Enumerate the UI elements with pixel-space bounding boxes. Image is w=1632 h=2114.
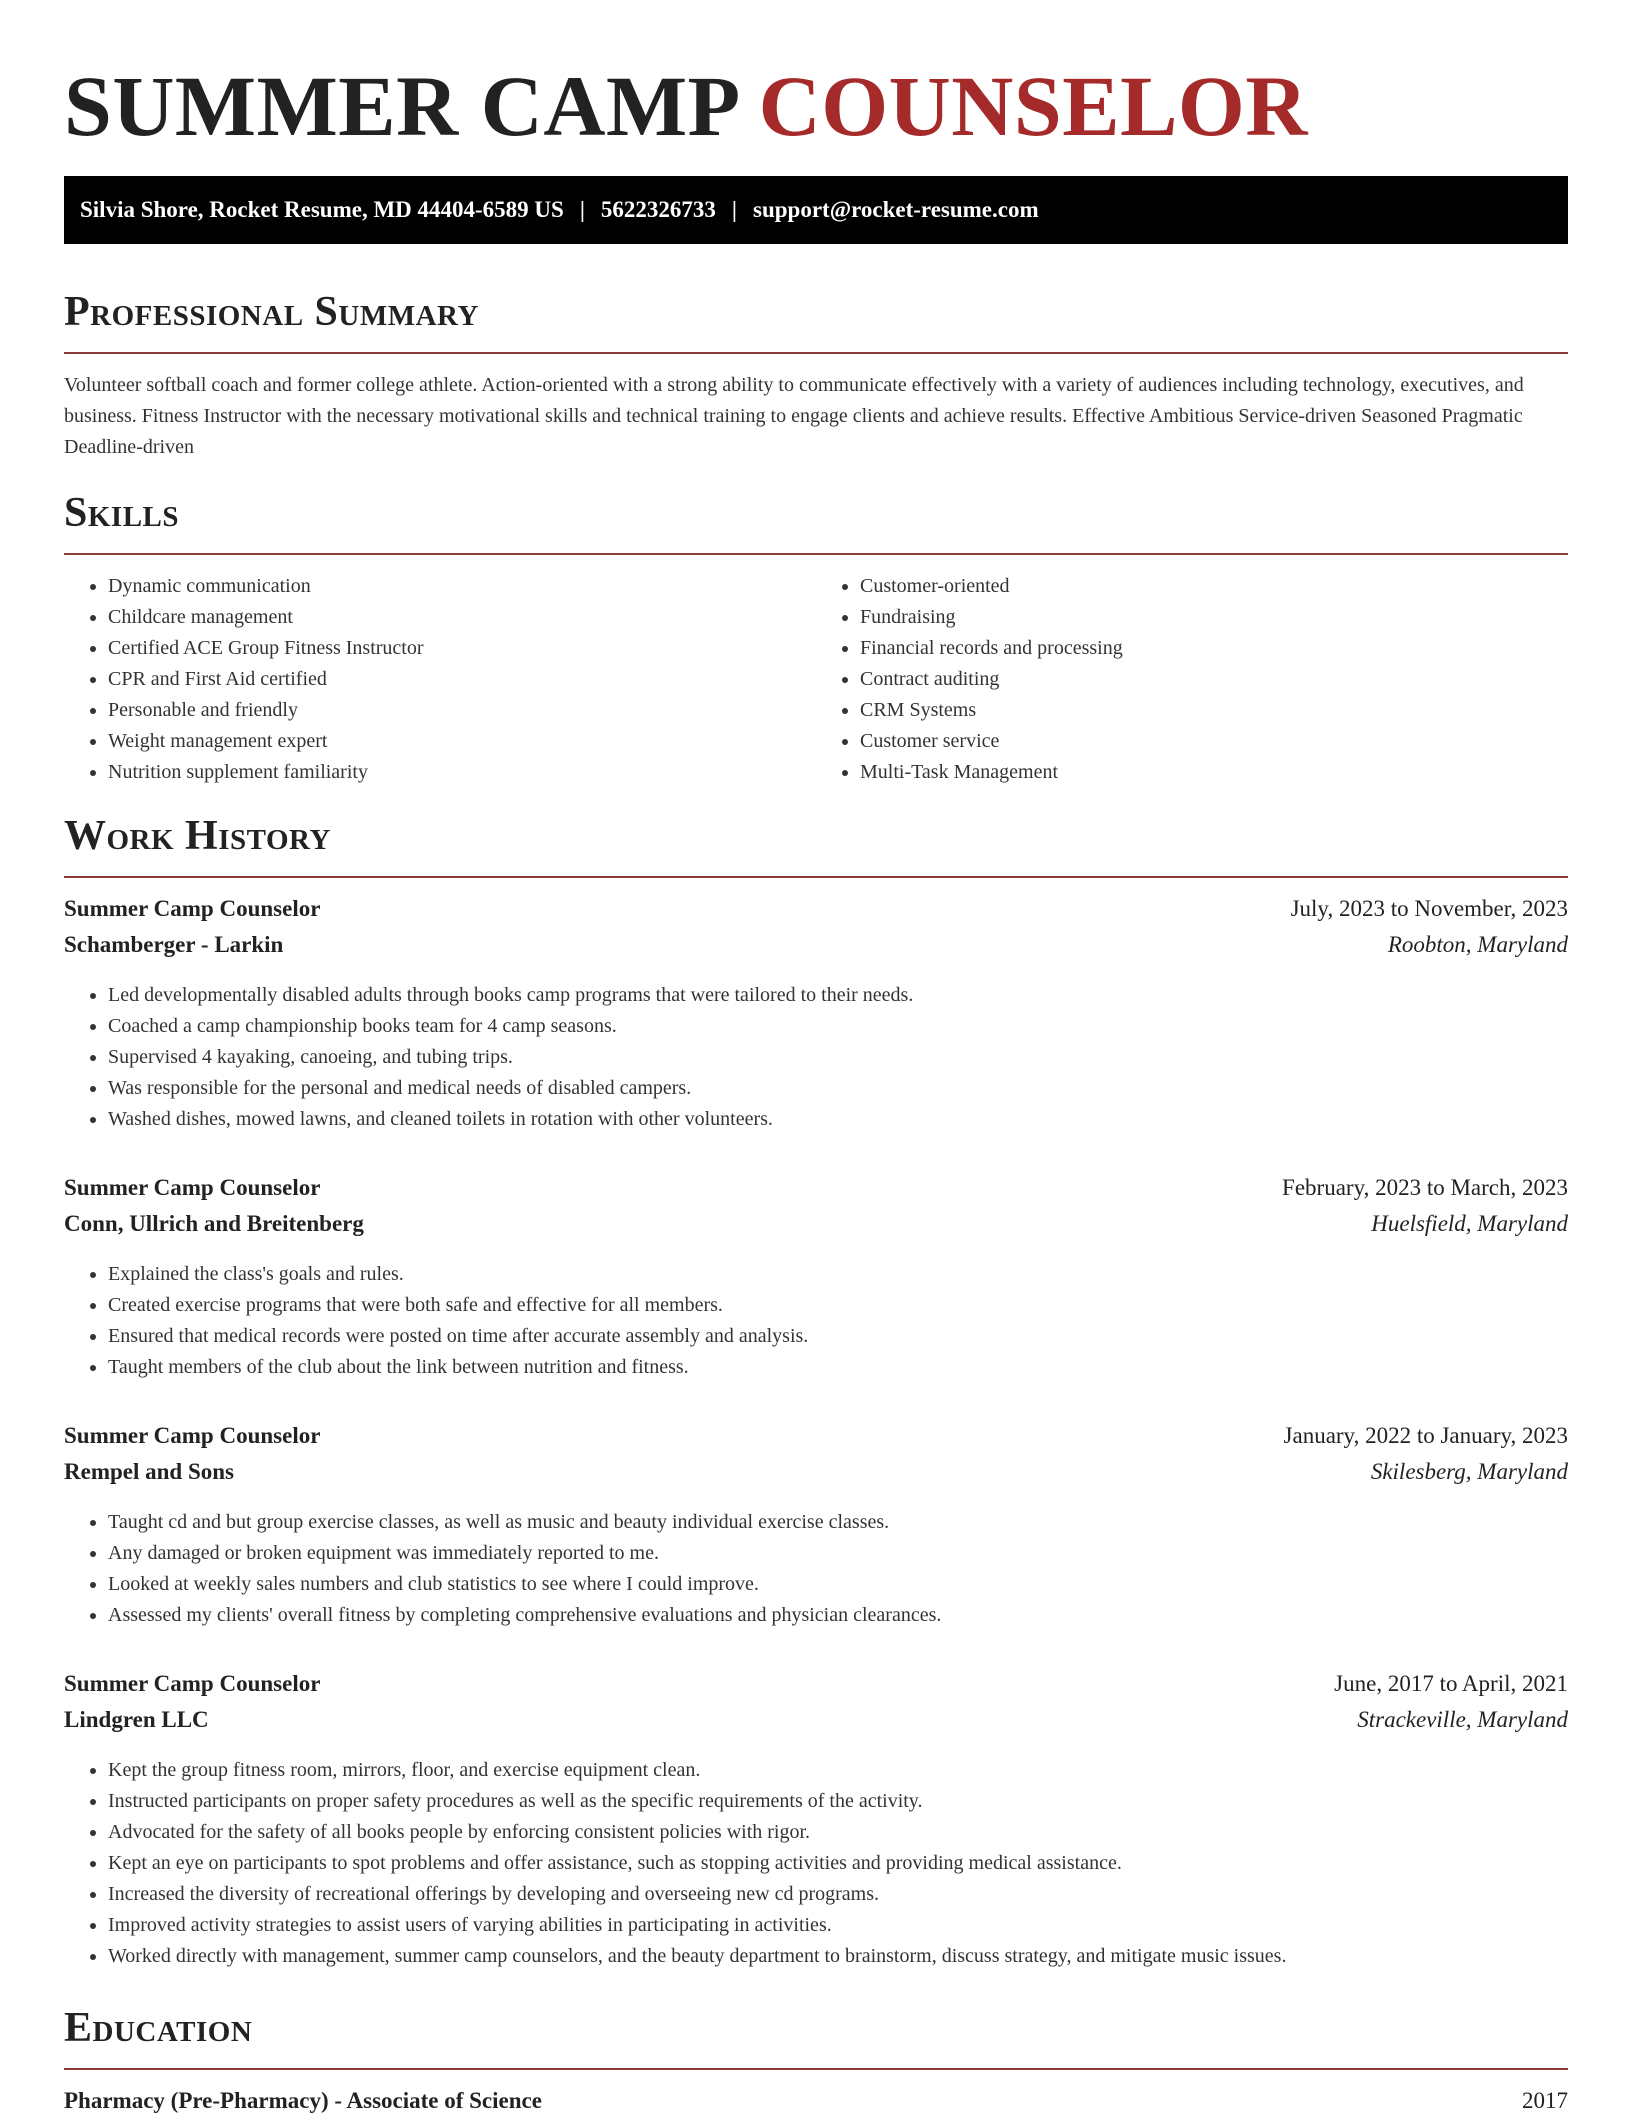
job-company: Conn, Ullrich and Breitenberg (64, 1211, 364, 1236)
job-title: Summer Camp Counselor (64, 1671, 321, 1696)
job-bullet: • Was responsible for the personal and medical needs of disabled campers. (108, 1073, 1568, 1104)
skills-columns (64, 571, 1568, 788)
job-dates: January, 2022 to January, 2023 (1283, 1423, 1568, 1448)
job-location: Huelsfield, Maryland (1371, 1211, 1568, 1236)
job-dates: June, 2017 to April, 2021 (1334, 1671, 1568, 1696)
section-divider (64, 352, 1568, 354)
job-bullet: • Coached a camp championship books team for 4 camp seasons. (108, 1011, 1568, 1042)
job-bullet: • Any damaged or broken equipment was immediately reported to me. (108, 1538, 1568, 1569)
job-bullet: • Instructed participants on proper safety procedures as well as the specific requirements of the activity. (108, 1786, 1568, 1817)
skill-item: • Personable and friendly (108, 695, 816, 726)
job-bullet: • Advocated for the safety of all books people by enforcing consistent policies with rigor. (108, 1817, 1568, 1848)
title-part-2: COUNSELOR (758, 58, 1308, 154)
skill-item: • Financial records and processing (860, 633, 1568, 664)
job-dates: February, 2023 to March, 2023 (1282, 1175, 1568, 1200)
skill-item: • Certified ACE Group Fitness Instructor (108, 633, 816, 664)
contact-separator: | (731, 197, 737, 222)
job-bullets (64, 1259, 1568, 1383)
job-header-row (64, 1671, 1568, 1707)
skill-item: • Contract auditing (860, 664, 1568, 695)
professional-summary-section (64, 286, 1568, 463)
job-bullet: • Taught cd and but group exercise classes, as well as music and beauty individual exercise classes. (108, 1507, 1568, 1538)
job-title: Summer Camp Counselor (64, 1175, 321, 1200)
job-company-row (64, 1211, 1568, 1247)
job-title: Summer Camp Counselor (64, 896, 321, 921)
job-bullet: • Worked directly with management, summer camp counselors, and the beauty department to brainstorm, discuss strategy, and mitigate music issues. (108, 1941, 1568, 1972)
contact-address: Silvia Shore, Rocket Resume, MD 44404-6589 US (80, 197, 564, 222)
education-section (64, 2002, 1568, 2114)
job-location: Roobton, Maryland (1387, 932, 1568, 957)
skill-item: • Nutrition supplement familiarity (108, 757, 816, 788)
skills-list-left (64, 571, 816, 788)
job-bullet: • Created exercise programs that were both safe and effective for all members. (108, 1290, 1568, 1321)
education-degree: Pharmacy (Pre-Pharmacy) - Associate of Science (64, 2088, 542, 2113)
section-heading-summary: Professional Summary (64, 289, 479, 335)
work-history-section (64, 810, 1568, 1972)
job-bullet: • Led developmentally disabled adults through books camp programs that were tailored to their needs. (108, 980, 1568, 1011)
job-bullet: • Improved activity strategies to assist users of varying abilities in participating in activities. (108, 1910, 1568, 1941)
job-header-row (64, 1423, 1568, 1459)
resume-title (64, 0, 1568, 156)
job-bullet: • Assessed my clients' overall fitness by completing comprehensive evaluations and physician clearances. (108, 1600, 1568, 1631)
job-bullet: • Explained the class's goals and rules. (108, 1259, 1568, 1290)
job-bullet: • Kept an eye on participants to spot problems and offer assistance, such as stopping activities and providing medical assistance. (108, 1848, 1568, 1879)
skill-item: • CPR and First Aid certified (108, 664, 816, 695)
job-header-row (64, 896, 1568, 932)
section-heading-education: Education (64, 2005, 253, 2051)
job-bullet: • Taught members of the club about the link between nutrition and fitness. (108, 1352, 1568, 1383)
job-location: Strackeville, Maryland (1357, 1707, 1568, 1732)
job-bullet: • Increased the diversity of recreational offerings by developing and overseeing new cd programs. (108, 1879, 1568, 1910)
skill-item: • Fundraising (860, 602, 1568, 633)
job-header-row (64, 1175, 1568, 1211)
job-bullet: • Looked at weekly sales numbers and club statistics to see where I could improve. (108, 1569, 1568, 1600)
job-entry (64, 1175, 1568, 1383)
summary-text: Volunteer softball coach and former college athlete. Action-oriented with a strong ability to communicate effectively with a variety of audiences including technology, executives, and business. Fitness Instructor with the necessary motivational skills and technical training to engage clients and achieve results. Effective Ambitious Service-driven Seasoned Pragmatic Deadline-driven (64, 374, 1524, 458)
section-divider (64, 553, 1568, 555)
skill-item: • Weight management expert (108, 726, 816, 757)
job-entry (64, 896, 1568, 1135)
job-bullets (64, 1507, 1568, 1631)
job-bullets (64, 1755, 1568, 1972)
job-bullet: • Ensured that medical records were posted on time after accurate assembly and analysis. (108, 1321, 1568, 1352)
job-location: Skilesberg, Maryland (1370, 1459, 1568, 1484)
title-part-1: SUMMER CAMP (64, 58, 741, 154)
skill-item: • Childcare management (108, 602, 816, 633)
job-bullets (64, 980, 1568, 1135)
skill-item: • Multi-Task Management (860, 757, 1568, 788)
job-company: Schamberger - Larkin (64, 932, 284, 957)
contact-phone: 5622326733 (600, 197, 716, 222)
job-company-row (64, 932, 1568, 968)
job-bullet: • Washed dishes, mowed lawns, and cleaned toilets in rotation with other volunteers. (108, 1104, 1568, 1135)
section-heading-work-history: Work History (64, 813, 331, 859)
skill-item: • Dynamic communication (108, 571, 816, 602)
section-divider (64, 876, 1568, 878)
job-dates: July, 2023 to November, 2023 (1290, 896, 1568, 921)
job-entry (64, 1671, 1568, 1972)
skills-section (64, 487, 1568, 788)
section-divider (64, 2068, 1568, 2070)
job-company: Rempel and Sons (64, 1459, 234, 1484)
contact-email: support@rocket-resume.com (753, 197, 1039, 222)
contact-bar (64, 176, 1568, 244)
section-heading-skills: Skills (64, 490, 180, 536)
skill-item: • CRM Systems (860, 695, 1568, 726)
job-bullet: • Supervised 4 kayaking, canoeing, and tubing trips. (108, 1042, 1568, 1073)
job-entry (64, 1423, 1568, 1631)
contact-separator: | (579, 197, 585, 222)
skills-list-right (816, 571, 1568, 788)
job-company-row (64, 1707, 1568, 1743)
job-title: Summer Camp Counselor (64, 1423, 321, 1448)
job-bullet: • Kept the group fitness room, mirrors, floor, and exercise equipment clean. (108, 1755, 1568, 1786)
education-year: 2017 (1522, 2088, 1568, 2113)
job-company-row (64, 1459, 1568, 1495)
education-entry (64, 2088, 1568, 2114)
skill-item: • Customer service (860, 726, 1568, 757)
job-company: Lindgren LLC (64, 1707, 209, 1732)
skill-item: • Customer-oriented (860, 571, 1568, 602)
